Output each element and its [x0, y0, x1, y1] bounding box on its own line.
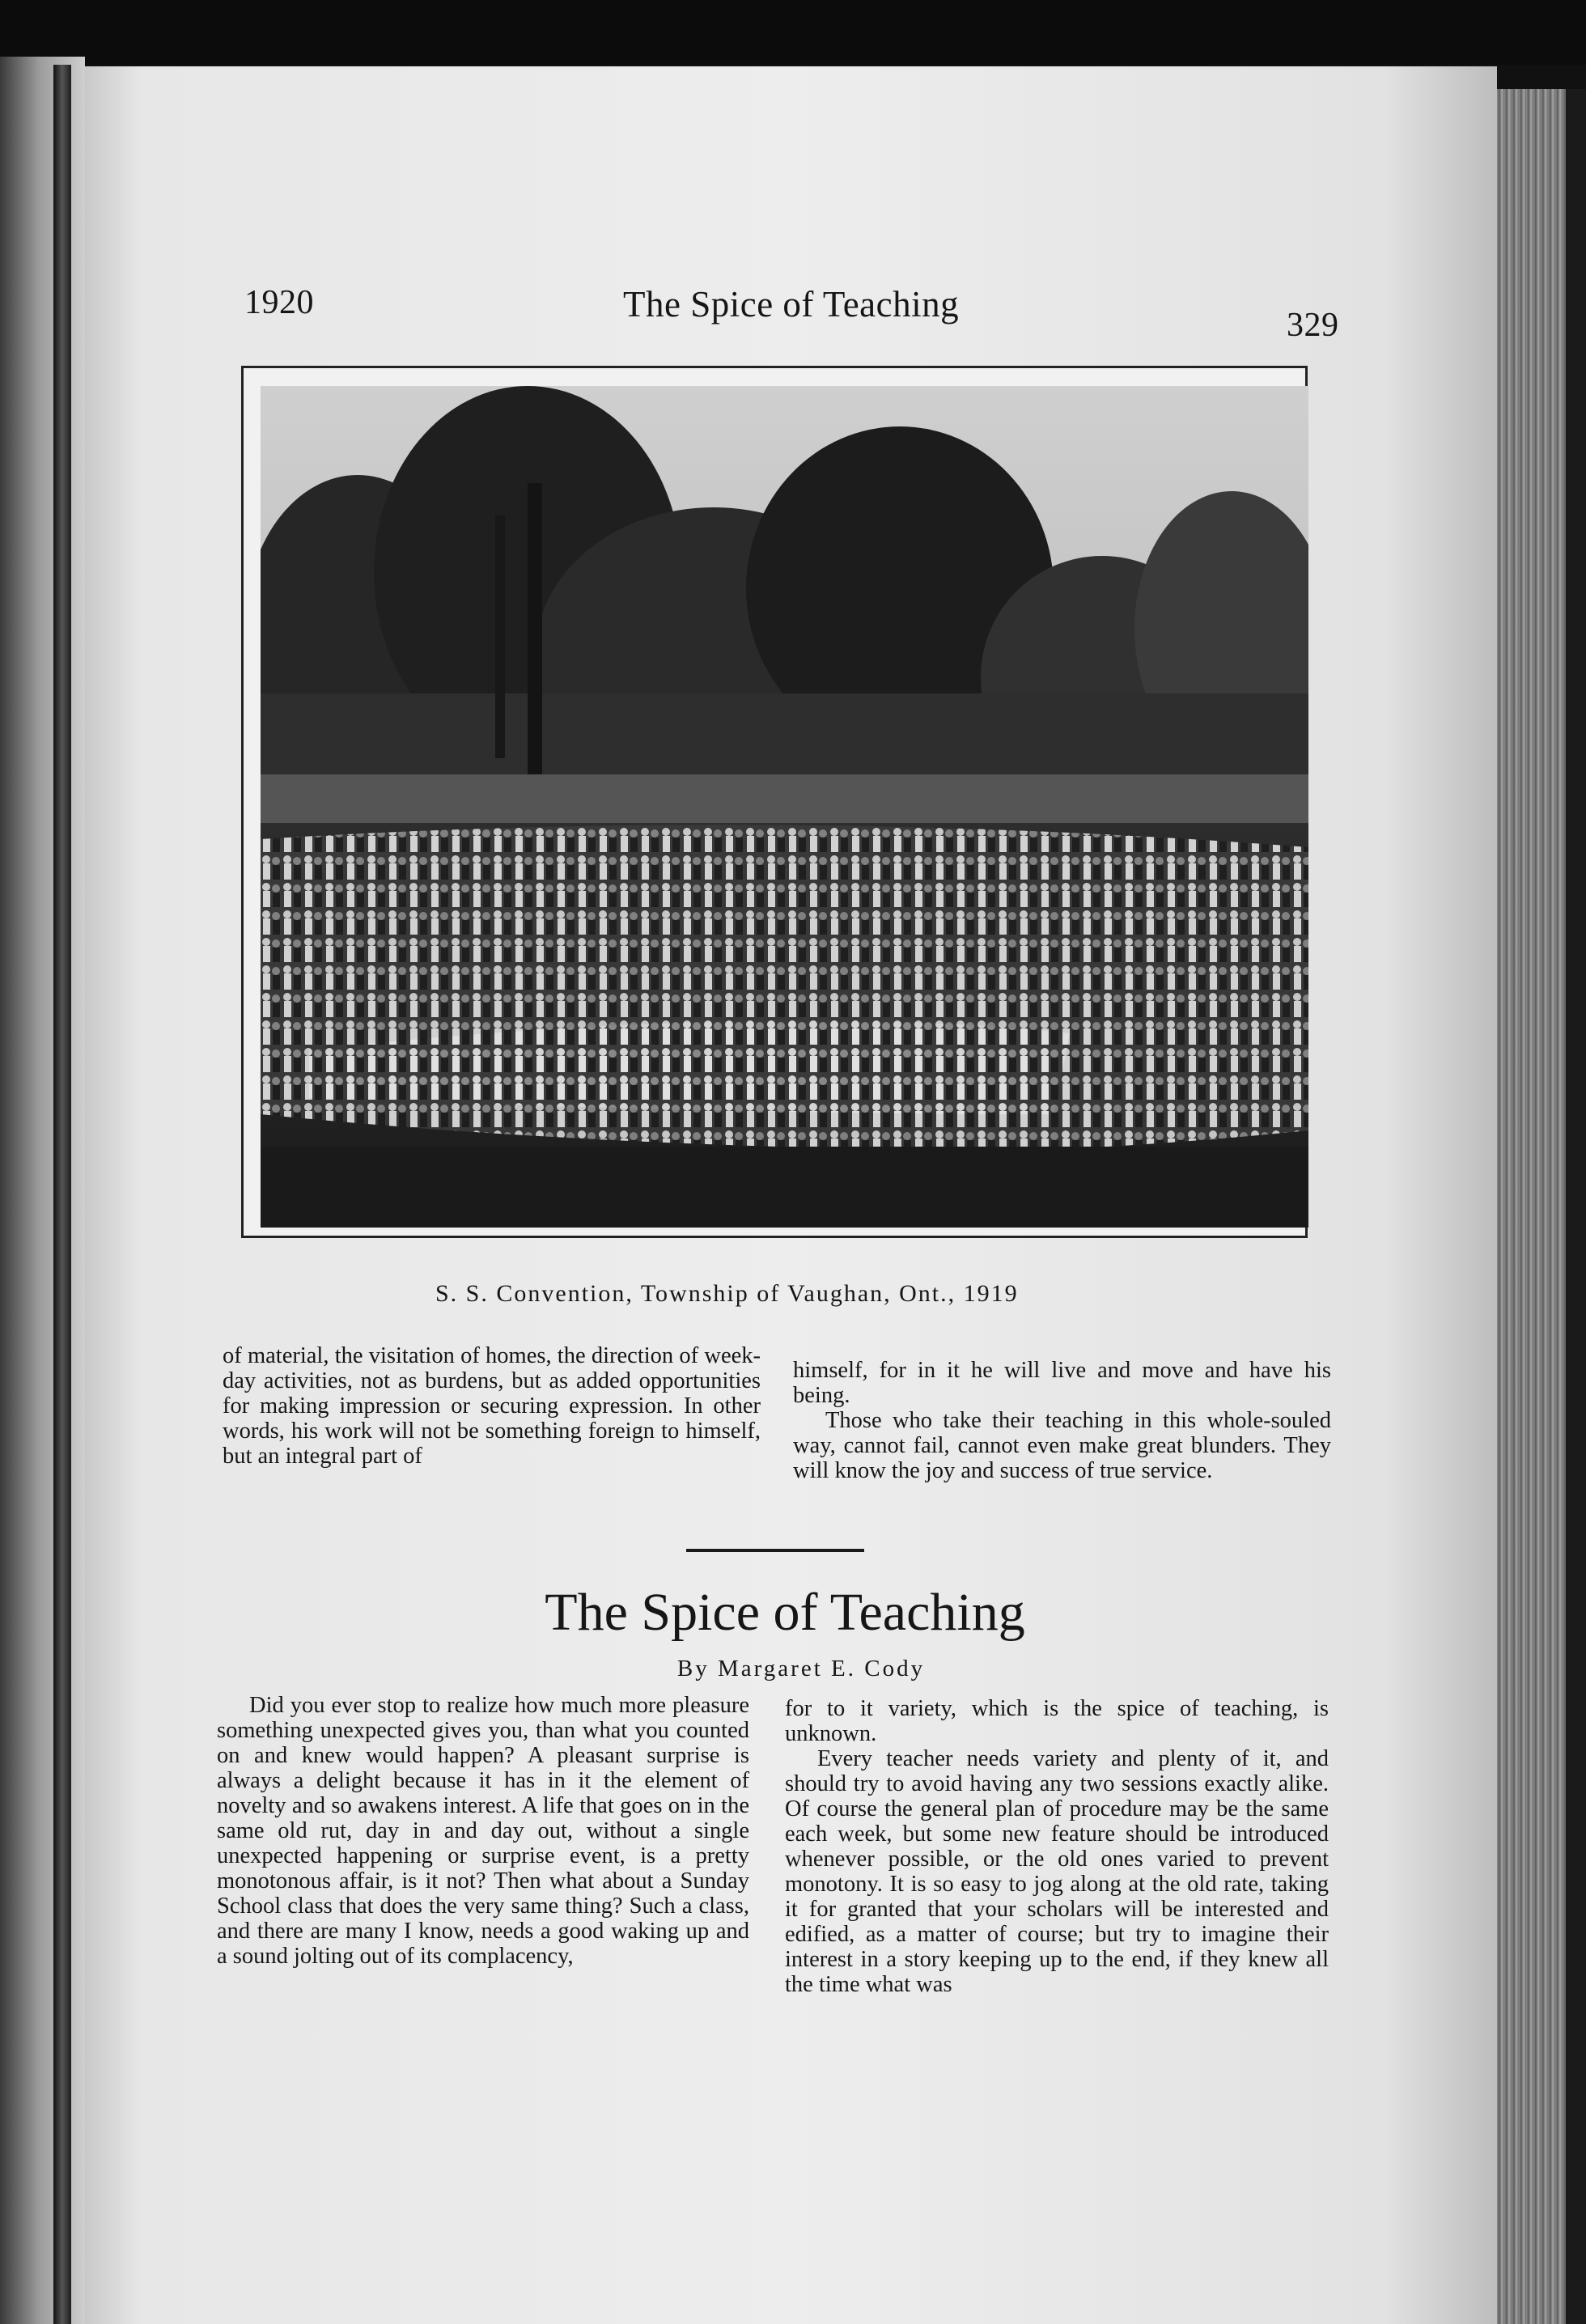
previous-article-col2	[793, 1358, 1331, 1483]
article-col2	[785, 1696, 1329, 1997]
book-gutter	[53, 65, 71, 2324]
facing-page-edge	[0, 57, 85, 2324]
article-byline: By Margaret E. Cody	[676, 1656, 926, 1682]
page-number: 329	[1287, 307, 1339, 344]
article-title: The Spice of Teaching	[545, 1583, 1025, 1642]
book-cover-edge	[1566, 89, 1586, 2324]
crowd-photograph	[261, 386, 1308, 1228]
paragraph: Every teacher needs variety and plenty of it, and should try to avoid having any two sessions exactly alike. Of course the general plan of procedure may be the same each week, but some new feature should be introduced whenever possible, or the old ones varied to prevent monotony. It is so easy to jog along at the old rate, taking it for granted that your scholars will be interested and edified, as a matter of course; but try to imagine their interest in a story keeping up to the end, if they knew all the time what was	[785, 1746, 1329, 1997]
running-title: The Spice of Teaching	[623, 284, 960, 324]
header-year: 1920	[244, 284, 314, 321]
section-divider	[686, 1549, 864, 1552]
photo-image	[261, 386, 1308, 1228]
photo-caption: S. S. Convention, Township of Vaughan, Ont., 1919	[435, 1280, 1019, 1307]
paragraph: Did you ever stop to realize how much more pleasure something unexpected gives you, than what you counted on and knew would happen? A pleasant surprise is always a delight because it has in it the element of novelty and so awakens interest. A life that goes on in the same old rut, day in and day out, without a single unexpected happening or surprise event, is a pretty monotonous affair, is it not? Then what about a Sunday School class that does the very same thing? Such a class, and there are many I know, needs a good waking up and a sound jolting out of its complacency,	[217, 1693, 749, 1969]
paragraph: of material, the visitation of homes, the direction of week-day activities, not as burdens, but as added opportunities for making impression or securing expression. In other words, his work will not be something foreign to himself, but an integral part of	[223, 1343, 761, 1469]
paragraph: himself, for in it he will live and move and have his being.	[793, 1358, 1331, 1408]
article-col1	[217, 1693, 749, 1969]
scan-border	[0, 0, 1586, 65]
paragraph: for to it variety, which is the spice of teaching, is unknown.	[785, 1696, 1329, 1746]
paragraph: Those who take their teaching in this whole-souled way, cannot fail, cannot even make great blunders. They will know the joy and success of true service.	[793, 1408, 1331, 1483]
previous-article-col1	[223, 1343, 761, 1469]
